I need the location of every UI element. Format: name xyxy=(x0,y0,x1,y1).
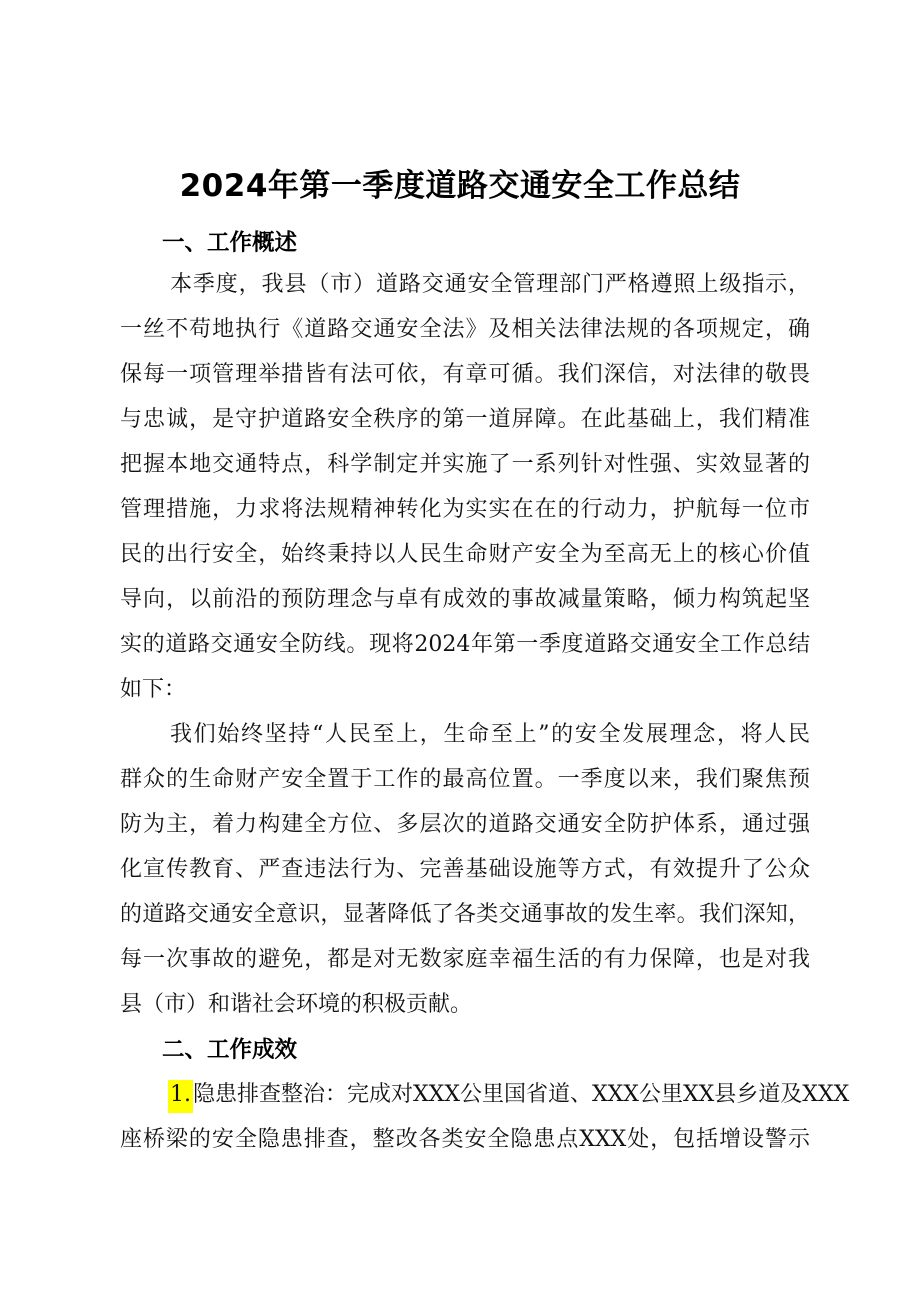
paragraph-line: 与忠诚，是守护道路安全秩序的第一道屏障。在此基础上，我们精准 xyxy=(120,407,810,432)
paragraph-line: 民的出行安全，始终秉持以人民生命财产安全为至高无上的核心价值 xyxy=(120,542,810,567)
paragraph-line: 防为主，着力构建全方位、多层次的道路交通安全防护体系，通过强 xyxy=(120,812,810,837)
paragraph-line: 群众的生命财产安全置于工作的最高位置。一季度以来，我们聚焦预 xyxy=(120,767,810,792)
paragraph-line: 的道路交通安全意识，显著降低了各类交通事故的发生率。我们深知， xyxy=(120,902,810,927)
list-item-text: 隐患排查整治：完成对XXX公里国省道、XXX公里XX县乡道及XXX xyxy=(193,1082,850,1107)
paragraph-line: 我们始终坚持“人民至上，生命至上”的安全发展理念，将人民 xyxy=(170,722,810,747)
document-title: 2024年第一季度道路交通安全工作总结 xyxy=(179,168,741,204)
paragraph-line: 管理措施，力求将法规精神转化为实实在在的行动力，护航每一位市 xyxy=(120,497,810,522)
paragraph-line: 一丝不苟地执行《道路交通安全法》及相关法律法规的各项规定，确 xyxy=(120,317,810,342)
paragraph-line: 本季度，我县（市）道路交通安全管理部门严格遵照上级指示， xyxy=(170,272,810,297)
paragraph-line: 县（市）和谐社会环境的积极贡献。 xyxy=(120,992,473,1017)
paragraph-line: 保每一项管理举措皆有法可依，有章可循。我们深信，对法律的敬畏 xyxy=(120,362,810,387)
paragraph-line: 把握本地交通特点，科学制定并实施了一系列针对性强、实效显著的 xyxy=(120,452,810,477)
section-heading-overview: 一、工作概述 xyxy=(162,230,298,256)
list-item-line: 座桥梁的安全隐患排查，整改各类安全隐患点XXX处，包括增设警示 xyxy=(120,1127,810,1152)
paragraph-line: 每一次事故的避免，都是对无数家庭幸福生活的有力保障，也是对我 xyxy=(120,947,810,972)
paragraph-line: 实的道路交通安全防线。现将2024年第一季度道路交通安全工作总结 xyxy=(120,632,810,657)
list-item-line xyxy=(168,1080,850,1110)
paragraph-line: 如下： xyxy=(120,677,187,702)
highlighted-item-number: 1. xyxy=(168,1080,193,1113)
section-heading-achievements: 二、工作成效 xyxy=(162,1037,298,1063)
paragraph-line: 导向，以前沿的预防理念与卓有成效的事故减量策略，倾力构筑起坚 xyxy=(120,587,810,612)
paragraph-line: 化宣传教育、严查违法行为、完善基础设施等方式，有效提升了公众 xyxy=(120,857,810,882)
